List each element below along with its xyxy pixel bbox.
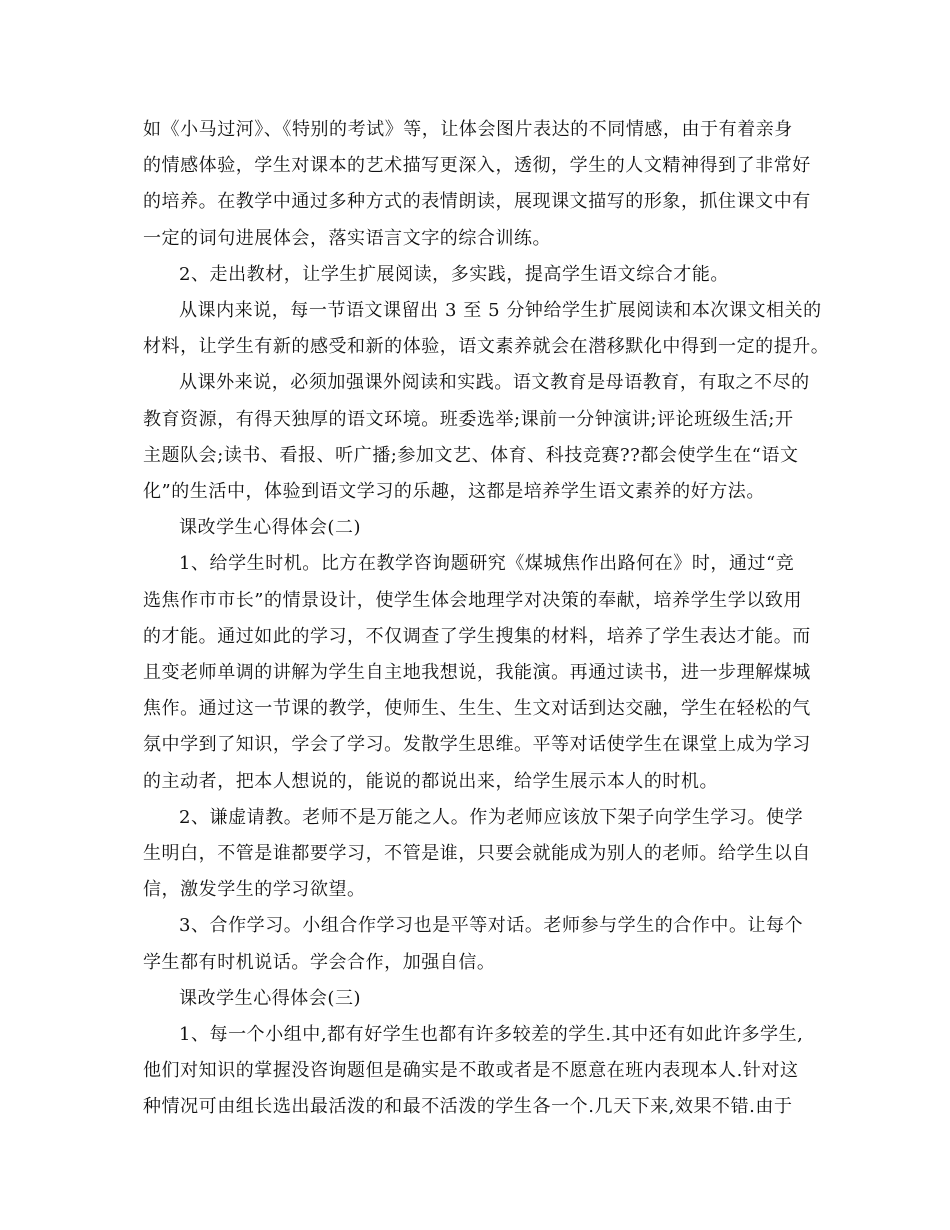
text-line: 化”的生活中，体验到语文学习的乐趣，这都是培养学生语文素养的好方法。	[143, 481, 765, 503]
text-line: 的培养。在教学中通过多种方式的表情朗读，展现课文描写的形象，抓住课文中有	[143, 191, 811, 213]
paragraph	[143, 546, 823, 799]
text-line: 材料，让学生有新的感受和新的体验，语文素养就会在潜移默化中得到一定的提升。	[143, 336, 830, 358]
text-line: 2、走出教材，让学生扩展阅读，多实践，提高学生语文综合才能。	[179, 263, 729, 285]
text-line: 一定的词句进展体会，落实语言文字的综合训练。	[143, 227, 552, 249]
text-line: 且变老师单调的讲解为学生自主地我想说，我能演。再通过读书，进一步理解煤城	[143, 662, 811, 684]
paragraph	[143, 257, 823, 293]
section-heading	[143, 981, 823, 1017]
text-line: 课改学生心得体会(三)	[179, 987, 362, 1009]
text-line: 主题队会;读书、看报、听广播;参加文艺、体育、科技竞赛??都会使学生在“语文	[143, 444, 799, 466]
text-line: 氛中学到了知识，学会了学习。发散学生思维。平等对话使学生在课堂上成为学习	[143, 734, 811, 756]
text-line: 如《小马过河》、《特别的考试》等，让体会图片表达的不同情感，由于有着亲身	[143, 119, 793, 140]
text-line: 从课内来说，每一节语文课留出 3 至 5 分钟给学生扩展阅读和本次课文相关的	[179, 300, 822, 322]
paragraph	[143, 908, 823, 980]
text-line: 选焦作市市长”的情景设计，使学生体会地理学对决策的奉献，培养学生学以致用	[143, 589, 802, 611]
paragraph	[143, 112, 823, 257]
section-heading	[143, 510, 823, 546]
text-line: 2、谦虚请教。老师不是万能之人。作为老师应该放下架子向学生学习。使学	[179, 806, 804, 828]
text-line: 3、合作学习。小组合作学习也是平等对话。老师参与学生的合作中。让每个	[179, 915, 804, 937]
text-line: 种情况可由组长选出最活泼的和最不活泼的学生各一个.几天下来,效果不错.由于	[143, 1096, 793, 1118]
text-line: 生明白，不管是谁都要学习，不管是谁，只要会就能成为别人的老师。给学生以自	[143, 843, 811, 865]
text-line: 教育资源，有得天独厚的语文环境。班委选举;课前一分钟演讲;评论班级生活;开	[143, 408, 794, 430]
paragraph	[143, 365, 823, 510]
text-line: 焦作。通过这一节课的教学，使师生、生生、生文对话到达交融，学生在轻松的气	[143, 698, 811, 720]
text-line: 他们对知识的掌握没咨询题但是确实是不敢或者是不愿意在班内表现本人.针对这	[143, 1060, 799, 1082]
text-line: 1、每一个小组中,都有好学生也都有许多较差的学生.其中还有如此许多学生,	[179, 1024, 804, 1046]
text-line: 从课外来说，必须加强课外阅读和实践。语文教育是母语教育，有取之不尽的	[179, 372, 810, 394]
paragraph	[143, 800, 823, 909]
text-line: 的情感体验，学生对课本的艺术描写更深入，透彻，学生的人文精神得到了非常好	[143, 155, 811, 177]
text-line: 的才能。通过如此的学习，不仅调查了学生搜集的材料，培养了学生表达才能。而	[143, 625, 811, 647]
text-line: 1、给学生时机。比方在教学咨询题研究《煤城焦作出路何在》时，通过“竞	[179, 553, 795, 575]
paragraph	[143, 293, 830, 365]
paragraph	[143, 1017, 823, 1126]
text-line: 课改学生心得体会(二)	[179, 517, 362, 539]
text-line: 信，激发学生的学习欲望。	[143, 879, 366, 901]
document-body	[143, 112, 830, 1126]
text-line: 学生都有时机说话。学会合作，加强自信。	[143, 951, 496, 973]
text-line: 的主动者，把本人想说的，能说的都说出来，给学生展示本人的时机。	[143, 770, 719, 792]
